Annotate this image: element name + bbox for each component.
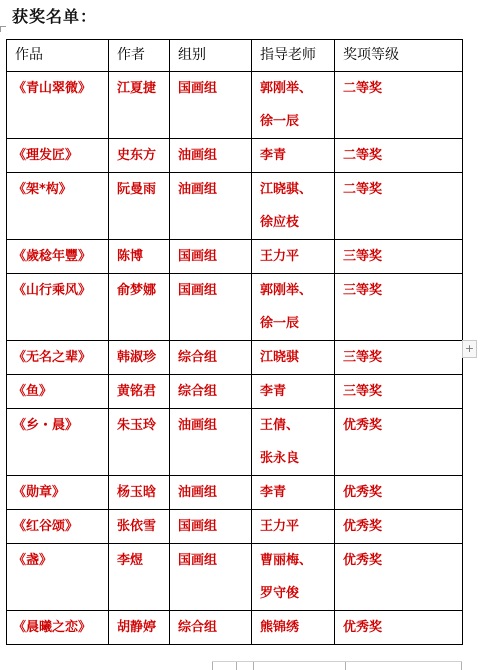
group-cell: 油画组 — [170, 139, 252, 173]
teacher-cell — [252, 341, 335, 375]
author-cell: 张依雪 — [109, 510, 170, 544]
awards-table-body — [7, 72, 463, 645]
award-level-cell: 三等奖 — [335, 341, 463, 375]
award-level-cell: 优秀奖 — [335, 611, 463, 645]
teacher-cell — [252, 139, 335, 173]
work-title-cell: 《鱼》 — [7, 375, 109, 409]
teacher-cell — [252, 611, 335, 645]
teacher-cell — [252, 510, 335, 544]
group-cell: 国画组 — [170, 240, 252, 274]
teacher-name: 徐一辰 — [260, 114, 300, 129]
author-cell: 史东方 — [109, 139, 170, 173]
header-group: 组别 — [170, 40, 252, 72]
work-title-cell: 《盏》 — [7, 544, 109, 611]
author-cell: 朱玉玲 — [109, 409, 170, 476]
teacher-name: 王力平 — [260, 249, 300, 264]
margin-corner-mark — [0, 26, 6, 32]
teacher-name: 张永良 — [260, 451, 300, 466]
table-row — [7, 341, 463, 375]
work-title-cell: 《歲稔年豐》 — [7, 240, 109, 274]
table-row — [7, 476, 463, 510]
teacher-cell — [252, 240, 335, 274]
work-title-cell: 《无名之辈》 — [7, 341, 109, 375]
work-title-cell: 《红谷颂》 — [7, 510, 109, 544]
work-title-cell: 《乡・晨》 — [7, 409, 109, 476]
work-title-cell: 《晨曦之恋》 — [7, 611, 109, 645]
award-level-cell: 优秀奖 — [335, 544, 463, 611]
group-cell: 油画组 — [170, 476, 252, 510]
table-row — [7, 173, 463, 240]
work-title-cell: 《青山翠微》 — [7, 72, 109, 139]
group-cell: 综合组 — [170, 611, 252, 645]
group-cell: 国画组 — [170, 274, 252, 341]
award-level-cell: 优秀奖 — [335, 476, 463, 510]
teacher-name: 李青 — [260, 148, 287, 163]
teacher-name: 徐一辰 — [260, 316, 300, 331]
table-add-row-handle-icon[interactable]: + — [462, 340, 477, 358]
author-cell: 胡静婷 — [109, 611, 170, 645]
table-row — [7, 139, 463, 173]
teacher-name: 郭刚举、 — [260, 283, 313, 298]
author-cell: 韩淑珍 — [109, 341, 170, 375]
work-title-cell: 《理发匠》 — [7, 139, 109, 173]
table-header-row — [7, 40, 463, 72]
author-cell: 李煜 — [109, 544, 170, 611]
award-level-cell: 三等奖 — [335, 274, 463, 341]
awards-table — [6, 39, 463, 645]
teacher-cell — [252, 544, 335, 611]
header-author: 作者 — [109, 40, 170, 72]
table-row — [7, 375, 463, 409]
teacher-cell — [252, 173, 335, 240]
group-cell: 综合组 — [170, 375, 252, 409]
table-row — [7, 240, 463, 274]
work-title-cell: 《山行乘风》 — [7, 274, 109, 341]
award-level-cell: 二等奖 — [335, 72, 463, 139]
group-cell: 油画组 — [170, 173, 252, 240]
author-cell: 阮曼雨 — [109, 173, 170, 240]
teacher-name: 王力平 — [260, 519, 300, 534]
header-teacher: 指导老师 — [252, 40, 335, 72]
teacher-cell — [252, 476, 335, 510]
teacher-name: 熊锦绣 — [260, 620, 300, 635]
teacher-name: 王倩、 — [260, 418, 300, 433]
award-level-cell: 优秀奖 — [335, 409, 463, 476]
work-title-cell: 《勋章》 — [7, 476, 109, 510]
group-cell: 国画组 — [170, 510, 252, 544]
award-level-cell: 三等奖 — [335, 240, 463, 274]
document-title: 获奖名单： — [12, 7, 98, 26]
award-level-cell: 三等奖 — [335, 375, 463, 409]
author-cell: 杨玉晗 — [109, 476, 170, 510]
teacher-name: 曹丽梅、 — [260, 553, 313, 568]
table-row — [7, 409, 463, 476]
table-row — [7, 611, 463, 645]
award-level-cell: 二等奖 — [335, 173, 463, 240]
group-cell: 国画组 — [170, 544, 252, 611]
award-level-cell: 二等奖 — [335, 139, 463, 173]
author-cell: 黄铭君 — [109, 375, 170, 409]
award-level-cell: 优秀奖 — [335, 510, 463, 544]
group-cell: 国画组 — [170, 72, 252, 139]
author-cell: 江夏捷 — [109, 72, 170, 139]
table-row — [7, 544, 463, 611]
teacher-cell — [252, 375, 335, 409]
teacher-name: 罗守俊 — [260, 586, 300, 601]
teacher-name: 李青 — [260, 485, 287, 500]
table-row — [7, 510, 463, 544]
teacher-name: 徐应枝 — [260, 215, 300, 230]
header-work: 作品 — [7, 40, 109, 72]
teacher-name: 江晓骐、 — [260, 182, 313, 197]
table-row — [7, 72, 463, 139]
teacher-name: 江晓骐 — [260, 350, 300, 365]
teacher-name: 李青 — [260, 384, 287, 399]
group-cell: 综合组 — [170, 341, 252, 375]
author-cell: 陈博 — [109, 240, 170, 274]
author-cell: 俞梦娜 — [109, 274, 170, 341]
teacher-name: 郭刚举、 — [260, 81, 313, 96]
header-award: 奖项等级 — [335, 40, 463, 72]
table-row — [7, 274, 463, 341]
teacher-cell — [252, 72, 335, 139]
work-title-cell: 《架*构》 — [7, 173, 109, 240]
teacher-cell — [252, 409, 335, 476]
teacher-cell — [252, 274, 335, 341]
group-cell: 油画组 — [170, 409, 252, 476]
